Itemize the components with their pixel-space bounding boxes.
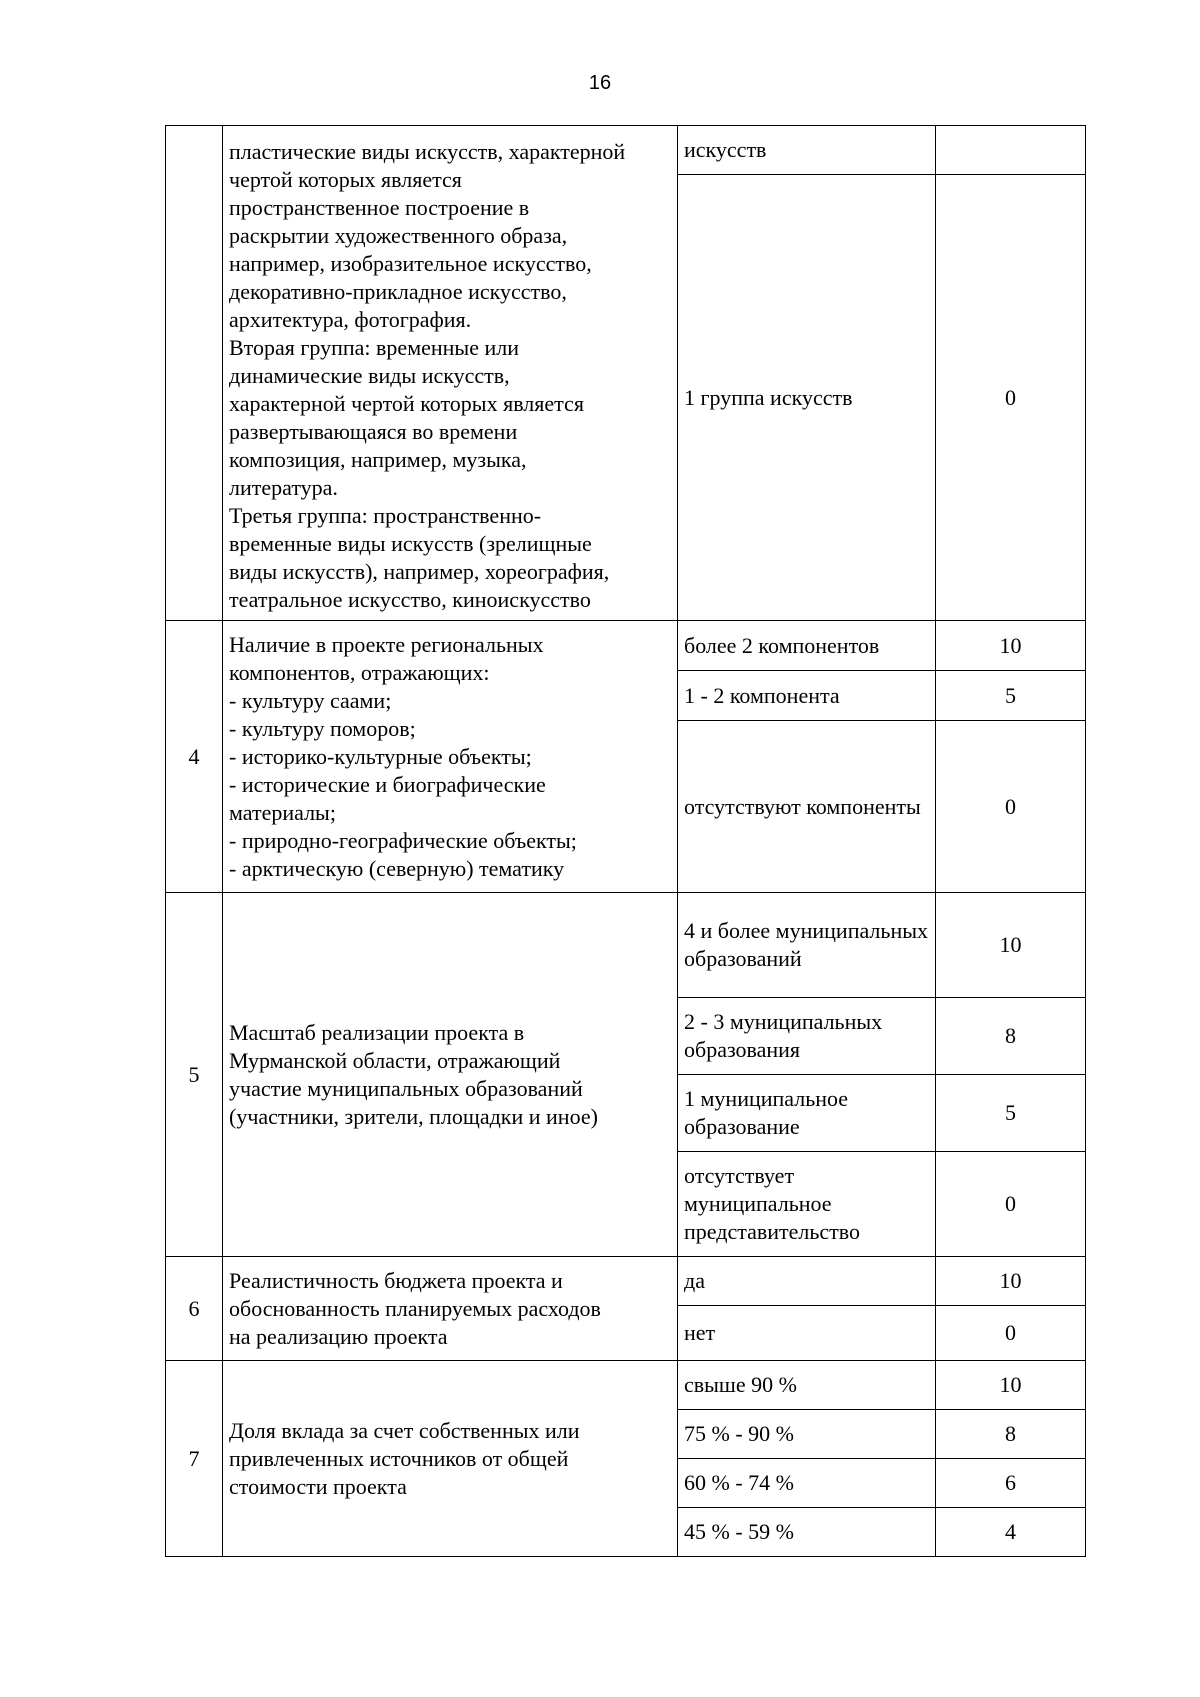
criterion-line: Доля вклада за счет собственных или <box>229 1417 580 1443</box>
option-score: 5 <box>936 671 1086 721</box>
criterion-line: театральное искусство, киноискусство <box>229 587 591 612</box>
criterion-line: виды искусств), например, хореография, <box>229 559 610 584</box>
table-row <box>166 1361 1086 1410</box>
row-number <box>166 126 223 621</box>
option-label: 60 % - 74 % <box>678 1459 936 1508</box>
criterion-line: материалы; <box>229 799 336 825</box>
option-score: 6 <box>936 1459 1086 1508</box>
criterion-line: архитектура, фотография. <box>229 307 472 332</box>
option-label: более 2 компонентов <box>678 621 936 671</box>
criterion-line: раскрытии художественного образа, <box>229 223 568 248</box>
criterion-text <box>223 1361 678 1557</box>
option-score: 4 <box>936 1508 1086 1557</box>
criterion-line: обоснованность планируемых расходов <box>229 1295 601 1321</box>
option-label: 1 муниципальное образование <box>678 1075 936 1152</box>
option-score: 10 <box>936 1257 1086 1306</box>
option-label: искусств <box>678 126 936 175</box>
criterion-text <box>223 893 678 1257</box>
criterion-line: (участники, зрители, площадки и иное) <box>229 1103 598 1129</box>
criterion-line: литература. <box>229 475 338 500</box>
criterion-line: - культуру поморов; <box>229 715 416 741</box>
criterion-line: чертой которых является <box>229 167 462 192</box>
option-score: 8 <box>936 998 1086 1075</box>
option-label: да <box>678 1257 936 1306</box>
option-score: 8 <box>936 1410 1086 1459</box>
criterion-text <box>223 126 678 621</box>
table-row <box>166 1257 1086 1306</box>
criterion-line: - природно-географические объекты; <box>229 827 577 853</box>
criterion-line: Наличие в проекте региональных <box>229 631 544 657</box>
criterion-text <box>223 1257 678 1361</box>
row-number: 6 <box>166 1257 223 1361</box>
criteria-table <box>165 125 1086 1557</box>
criterion-line: пластические виды искусств, характерной <box>229 139 626 164</box>
option-label: свыше 90 % <box>678 1361 936 1410</box>
criterion-line: временные виды искусств (зрелищные <box>229 531 592 556</box>
table-row <box>166 621 1086 671</box>
option-label: 75 % - 90 % <box>678 1410 936 1459</box>
criterion-line: декоративно-прикладное искусство, <box>229 279 567 304</box>
option-label: нет <box>678 1306 936 1361</box>
criterion-line: пространственное построение в <box>229 195 530 220</box>
criterion-line: участие муниципальных образований <box>229 1075 583 1101</box>
criterion-line: динамические виды искусств, <box>229 363 510 388</box>
criterion-line: привлеченных источников от общей <box>229 1445 569 1471</box>
criterion-line: стоимости проекта <box>229 1473 407 1499</box>
option-label: отсутствует муниципальное представительство <box>678 1152 936 1257</box>
page-number: 16 <box>588 72 612 94</box>
option-score: 5 <box>936 1075 1086 1152</box>
criterion-line: Реалистичность бюджета проекта и <box>229 1267 563 1293</box>
option-label: 1 - 2 компонента <box>678 671 936 721</box>
option-label: 2 - 3 муниципальных образования <box>678 998 936 1075</box>
criterion-line: - арктическую (северную) тематику <box>229 855 565 881</box>
option-label: 1 группа искусств <box>678 175 936 621</box>
option-label: отсутствуют компоненты <box>678 721 936 893</box>
option-score: 10 <box>936 893 1086 998</box>
criterion-line: композиция, например, музыка, <box>229 447 527 472</box>
criterion-line: на реализацию проекта <box>229 1323 448 1349</box>
row-number: 4 <box>166 621 223 893</box>
option-score: 0 <box>936 1152 1086 1257</box>
criterion-line: Третья группа: пространственно- <box>229 503 542 528</box>
criterion-line: развертывающаяся во времени <box>229 419 518 444</box>
criterion-line: - культуру саами; <box>229 687 392 713</box>
criterion-line: - исторические и биографические <box>229 771 546 797</box>
option-label: 4 и более муниципальных образований <box>678 893 936 998</box>
row-number: 5 <box>166 893 223 1257</box>
option-label: 45 % - 59 % <box>678 1508 936 1557</box>
criterion-text <box>223 621 678 893</box>
option-score: 0 <box>936 721 1086 893</box>
criterion-line: например, изобразительное искусство, <box>229 251 592 276</box>
option-score: 10 <box>936 1361 1086 1410</box>
option-score <box>936 126 1086 175</box>
table-row <box>166 893 1086 998</box>
criterion-line: компонентов, отражающих: <box>229 659 490 685</box>
criterion-line: Вторая группа: временные или <box>229 335 519 360</box>
row-number: 7 <box>166 1361 223 1557</box>
criterion-line: Мурманской области, отражающий <box>229 1047 561 1073</box>
option-score: 0 <box>936 175 1086 621</box>
option-score: 0 <box>936 1306 1086 1361</box>
criterion-line: Масштаб реализации проекта в <box>229 1019 525 1045</box>
criterion-line: - историко-культурные объекты; <box>229 743 532 769</box>
criterion-line: характерной чертой которых является <box>229 391 584 416</box>
table-row <box>166 126 1086 175</box>
option-score: 10 <box>936 621 1086 671</box>
